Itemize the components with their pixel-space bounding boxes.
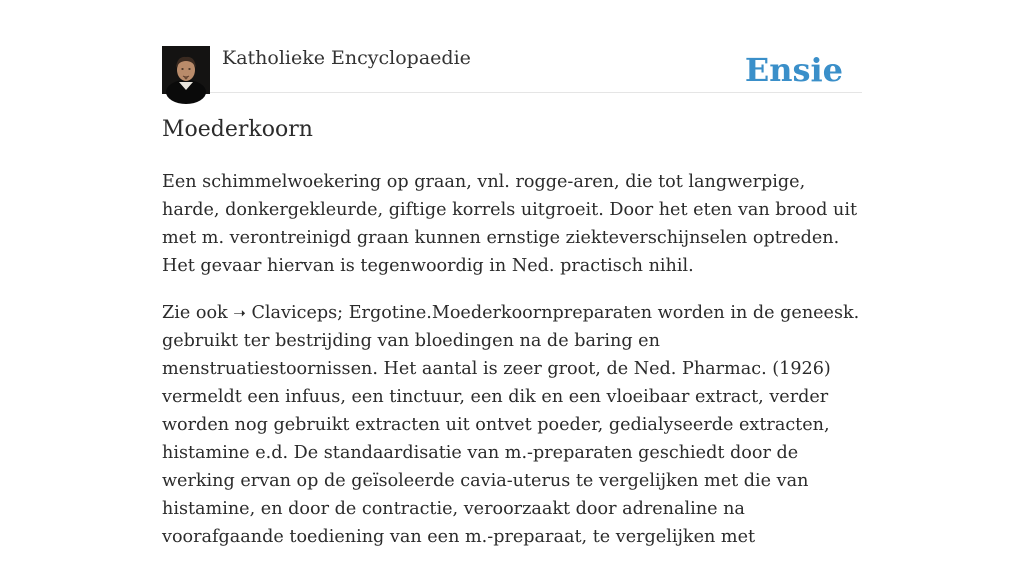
entry-page [162,0,862,547]
entry-paragraph-text: Claviceps; Ergotine.Moederkoornpreparaten worden in de geneesk. gebruikt ter bestrijding van bloedingen na de baring en menstruatiestoornissen. Het aantal is zeer groot, de Ned. Pharmac. (1926) vermeldt een infuus, een tinctuur, een dik en een vloeibaar extract, verder worden nog gebruikt extracten uit ontvet poeder, gedialyseerde extracten, histamine e.d. De standaardisatie van m.-preparaten geschiedt door de werking ervan op de geïsoleerde cavia-uterus te vergelijken met die van histamine, en door de contractie, veroorzaakt door adrenaline na voorafgaande toediening van een m.-preparaat, te vergelijken met [162,303,860,547]
portrait-avatar-icon [162,46,210,94]
avatar[interactable] [162,46,210,94]
entry-paragraph [162,299,862,551]
header [162,46,862,93]
entry-content [162,168,862,570]
source-title[interactable]: Katholieke Encyclopaedie [222,47,471,69]
page-title: Moederkoorn [162,117,313,142]
see-also-label: Zie ook [162,303,228,323]
brand-logo[interactable]: Ensie [744,51,843,89]
entry-paragraph: Een schimmelwoekering op graan, vnl. rogge-aren, die tot langwerpige, harde, donkergekleurde, giftige korrels uitgroeit. Door het eten van brood uit met m. verontreinigd graan kunnen ernstige ziekteverschijnselen optreden. Het gevaar hiervan is tegenwoordig in Ned. practisch nihil. [162,172,858,276]
arrow-right-icon: ➝ [233,304,246,322]
